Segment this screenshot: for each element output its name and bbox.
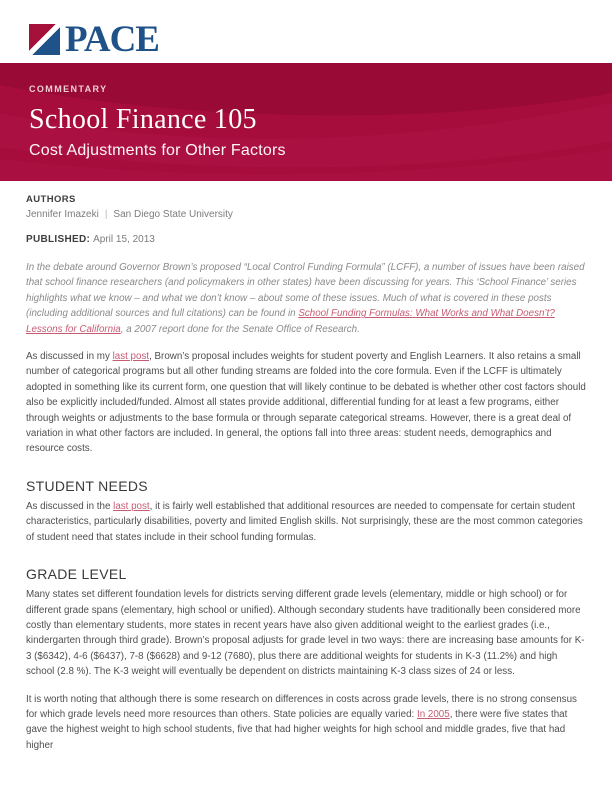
section-heading-student-needs: STUDENT NEEDS [26, 477, 148, 494]
section-heading-grade-level: GRADE LEVEL [26, 566, 127, 583]
author-name: Jennifer Imazeki [26, 209, 99, 220]
pace-logo-mark-icon [29, 24, 60, 55]
author-line [26, 209, 586, 220]
authors-label: AUTHORS [26, 194, 76, 205]
last-post-link-1[interactable]: last post [112, 351, 150, 363]
paragraph-student-needs [26, 499, 586, 545]
paragraph-grade-level-research [26, 692, 586, 754]
report-link[interactable]: School Funding Formulas: What Works and What Doesn’t? Lessons for California [26, 308, 555, 335]
masthead [0, 0, 612, 63]
intro-paragraph [26, 260, 586, 337]
author-separator: | [104, 209, 108, 220]
author-affiliation: San Diego State University [113, 209, 233, 220]
article-body [0, 194, 612, 753]
commentary-label: COMMENTARY [29, 84, 108, 94]
page-subtitle: Cost Adjustments for Other Factors [29, 142, 286, 159]
banner-content [29, 84, 583, 160]
intro-text-after-link: , a 2007 report done for the Senate Office of Research. [120, 323, 360, 335]
pace-logo-text: PACE [65, 19, 159, 60]
paragraph-lcff-overview [26, 349, 586, 457]
published-label: PUBLISHED: [26, 234, 91, 245]
in-2005-link[interactable]: In 2005 [417, 708, 450, 720]
last-post-link-2[interactable]: last post [113, 500, 150, 512]
published-line [26, 234, 586, 245]
intro-text-before-link: In the debate around Governor Brown’s proposed “Local Control Funding Formula” (LCFF), a number of issues have been raised that school finance researchers (and policymakers in other states) have been discussing for years. This ‘School Finance’ series highlights what we know – and what we don’t know – about some of these issues. Much of what is covered in these posts (including additional sources and full citations) can be found in [26, 262, 585, 320]
pace-logo[interactable] [29, 19, 159, 60]
published-date: April 15, 2013 [93, 234, 155, 245]
p3-text-after-link: , it is fairly well established that additional resources are needed to compensate for certain student characteristics, particularly disabilities, poverty and limited English skills. Not surprisingly, these are the most common categories of student need that states include in their school funding formulas. [26, 500, 583, 543]
p3-text-before-link: As discussed in the [26, 500, 114, 512]
p5-text-before-link: It is worth noting that although there is some research on differences in costs across grade levels, there is no strong consensus for which grade levels need more resources than others. State policies are equally varied: [26, 693, 577, 720]
title-banner [0, 63, 612, 181]
p2-text-after-link: , Brown’s proposal includes weights for student poverty and English Learners. It also retains a small number of categorical programs but all other funding streams are folded into the core formula. Even if the LCFF is ultimately adopted in something like its current form, one question that will likely continue to be debated is whether other cost factors should also be explicitly included/funded. Almost all states provide additional, differential funding for at least a few programs, either through weights or adjustments to the base formula or through separate categorical streams. However, there is a great deal of variation in what other factors are included. In general, the options fall into three areas: student needs, demographics and resource costs. [26, 351, 586, 455]
paragraph-grade-level: Many states set different foundation levels for districts serving different grade levels (elementary, middle or high school) or for different grade spans (elementary, high school or unified). Although secondary students have traditionally been considered more costly than elementary students, more states in recent years have also given additional weight to the earliest grades (i.e., kindergarten through third grade). Brown’s proposal adjusts for grade level in two ways: there are increasing base amounts for K-3 ($6342), 4-6 ($6437), 7-8 ($6628) and 9-12 (7680), plus there are additional weights for students in K-3 (11.2%) and high school (2.8 %). The K-3 weight will eventually be dependent on districts maintaining K-3 class sizes of 24 or less. [26, 589, 585, 678]
p5-text-after-link: , there were five states that gave the highest weight to high school students, five that had higher weights for high school and middle grades, five that had higher [26, 708, 568, 751]
p2-text-before-link: As discussed in my [26, 351, 113, 363]
page-title: School Finance 105 [29, 104, 257, 135]
